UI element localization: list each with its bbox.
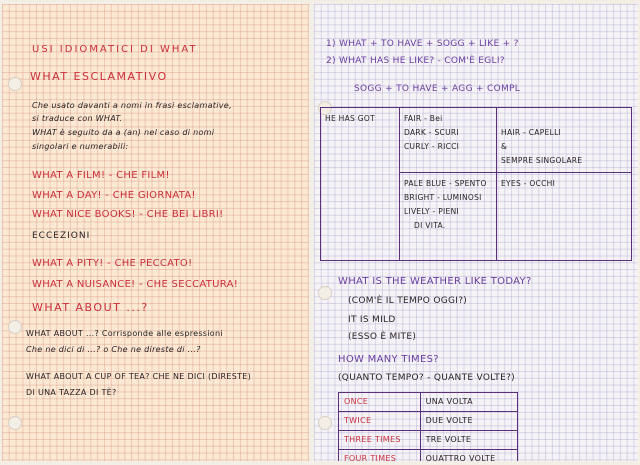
table-cell: FAIR - Bei DARK - SCURI CURLY - RICCI: [400, 108, 497, 173]
table-cell: HE HAS GOT: [321, 108, 400, 261]
left-notebook-page: [2, 4, 309, 461]
example-line: WHAT NICE BOOKS! - CHE BEI LIBRI!: [32, 209, 224, 220]
intro-line: WHAT è seguito da a (an) nel caso di nomi: [32, 128, 215, 137]
vocabulary-table: [320, 107, 632, 261]
note-line: Che ne dici di ...? o Che ne direste di ...?: [26, 345, 201, 354]
intro-line: Che usato davanti a nomi in frasi esclamative,: [32, 101, 232, 110]
punch-hole-icon: [318, 286, 332, 300]
section-heading: WHAT ESCLAMATIVO: [30, 70, 168, 83]
table-cell: HAIR - CAPELLI & SEMPRE SINGOLARE: [497, 108, 632, 173]
table-cell: TRE VOLTE: [420, 431, 517, 450]
punch-hole-icon: [8, 77, 22, 91]
punch-hole-icon: [8, 320, 22, 334]
note-line: WHAT ABOUT A CUP OF TEA? CHE NE DICI (DIRESTE): [26, 372, 252, 381]
rule-line: 1) WHAT + TO HAVE + SOGG + LIKE + ?: [326, 39, 519, 49]
table-cell: DUE VOLTE: [420, 412, 517, 431]
rule-line: 2) WHAT HAS HE LIKE? - COM'È EGLI?: [326, 56, 505, 66]
answer-line: (ESSO È MITE): [348, 332, 417, 342]
example-line: WHAT A FILM! - CHE FILM!: [32, 170, 170, 181]
table-cell: PALE BLUE - SPENTO BRIGHT - LUMINOSI LIVELY - PIENI DI VITA.: [400, 173, 497, 261]
question-line: WHAT IS THE WEATHER LIKE TODAY?: [338, 276, 532, 287]
table-cell: FOUR TIMES: [339, 450, 421, 462]
table-cell: QUATTRO VOLTE: [420, 450, 517, 462]
intro-line: si traduce con WHAT.: [32, 114, 123, 123]
table-row: [339, 431, 518, 450]
intro-line: singolari e numerabili:: [32, 142, 129, 151]
table-row: [339, 412, 518, 431]
punch-hole-icon: [318, 416, 332, 430]
answer-line: (COM'È IL TEMPO OGGI?): [348, 296, 468, 306]
table-row: [339, 450, 518, 462]
table-cell: THREE TIMES: [339, 431, 421, 450]
table-row: [339, 393, 518, 412]
question-line: HOW MANY TIMES?: [338, 354, 439, 365]
example-line: WHAT A DAY! - CHE GIORNATA!: [32, 190, 196, 201]
right-notebook-page: [314, 4, 638, 461]
note-line: DI UNA TAZZA DI TÈ?: [26, 388, 117, 397]
table-cell: ONCE: [339, 393, 421, 412]
table-cell: EYES - OCCHI: [497, 173, 632, 261]
example-line: WHAT A PITY! - CHE PECCATO!: [32, 258, 193, 269]
punch-hole-icon: [8, 416, 22, 430]
answer-line: IT IS MILD: [348, 315, 396, 325]
answer-line: (QUANTO TEMPO? - QUANTE VOLTE?): [338, 373, 515, 383]
example-line: WHAT A NUISANCE! - CHE SECCATURA!: [32, 279, 239, 290]
times-table: [338, 392, 518, 461]
section-heading: ECCEZIONI: [32, 231, 91, 241]
table-cell: UNA VOLTA: [420, 393, 517, 412]
note-line: WHAT ABOUT ...? Corrisponde alle espressioni: [26, 329, 223, 338]
rule-line: SOGG + TO HAVE + AGG + COMPL: [354, 84, 521, 94]
section-heading: WHAT ABOUT ...?: [32, 301, 149, 314]
page-title: USI IDIOMATICI DI WHAT: [32, 44, 198, 55]
table-cell: TWICE: [339, 412, 421, 431]
